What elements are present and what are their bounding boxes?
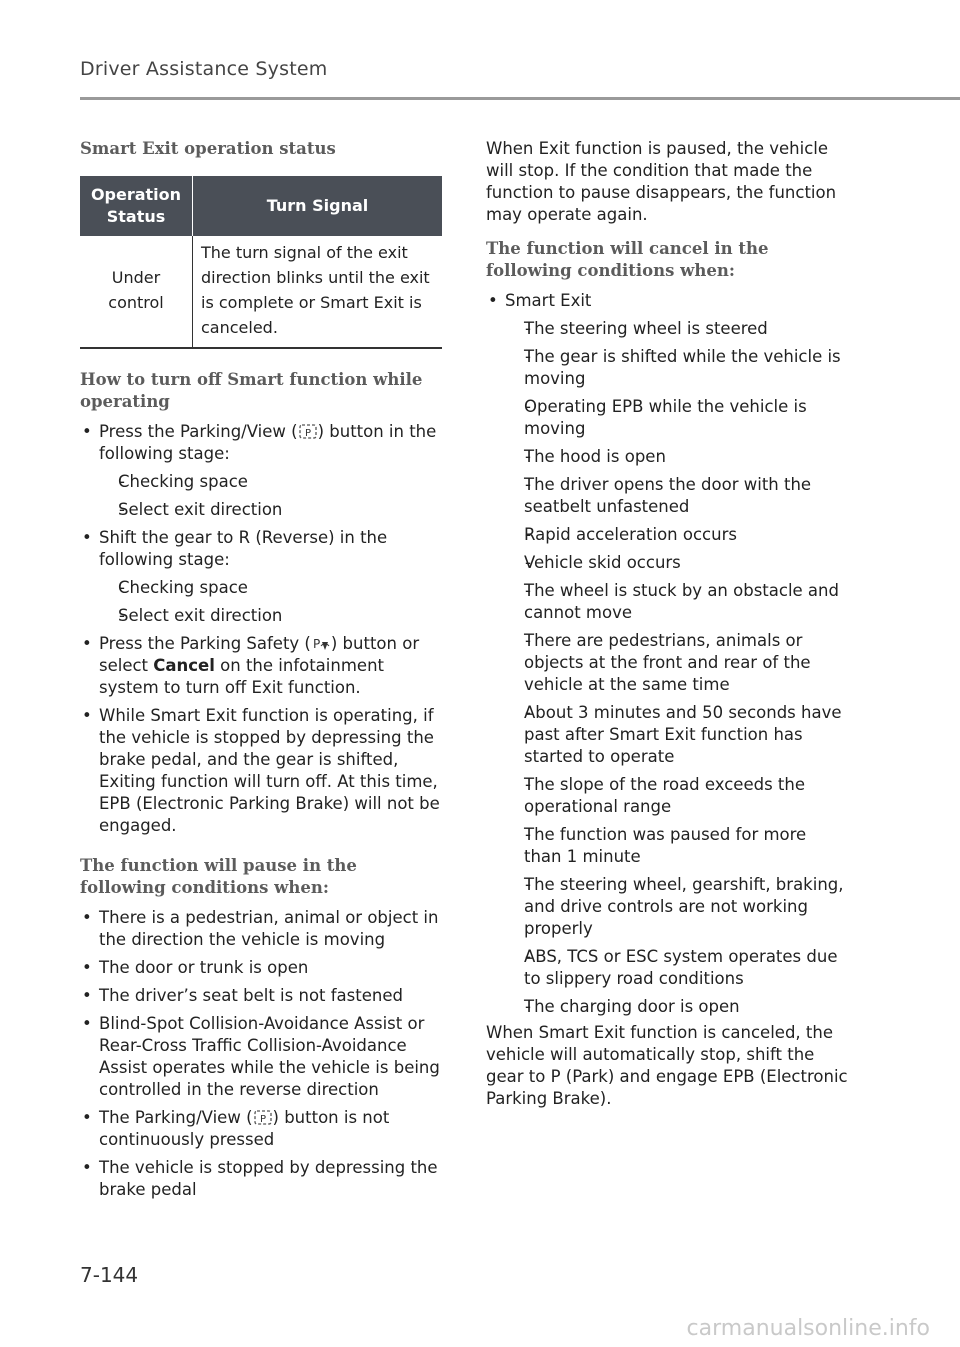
list-item-text: Press the Parking Safety ( — [99, 634, 311, 653]
sub-list — [99, 577, 442, 627]
list-item: • The vehicle is stopped by depressing the brake pedal — [80, 1157, 442, 1201]
list-item — [80, 1107, 442, 1151]
sub-list-item: - The hood is open — [505, 446, 848, 468]
sub-list-item: - Select exit direction — [99, 605, 442, 627]
pause-heading: The function will pause in the following conditions when: — [80, 856, 357, 897]
parking-safety-button-icon — [311, 635, 331, 652]
table-header-operation-status: Operation Status — [80, 176, 193, 236]
sub-list-item: - The steering wheel is steered — [505, 318, 848, 340]
sub-list-item: - The steering wheel, gearshift, braking, and drive controls are not working properly — [505, 874, 848, 940]
pause-list — [80, 907, 442, 1201]
list-item: • The door or trunk is open — [80, 957, 442, 979]
sub-list-item: - The wheel is stuck by an obstacle and cannot move — [505, 580, 848, 624]
sub-list — [99, 471, 442, 521]
svg-text:P: P — [259, 1114, 266, 1125]
list-item-text: on the infotainment system to turn off Exit function. — [99, 656, 384, 697]
list-item — [80, 527, 442, 627]
sub-list-item: - Rapid acceleration occurs — [505, 524, 848, 546]
cancel-label: Cancel — [153, 656, 215, 675]
sub-list-item: - About 3 minutes and 50 seconds have past after Smart Exit function has started to operate — [505, 702, 848, 768]
sub-list-item: - ABS, TCS or ESC system operates due to slippery road conditions — [505, 946, 848, 990]
table-row — [80, 236, 442, 348]
turnoff-heading: How to turn off Smart function while operating — [80, 370, 423, 411]
list-item-text: ) button in the following stage: — [99, 422, 437, 463]
list-item — [486, 290, 848, 1018]
sub-list-item: - Vehicle skid occurs — [505, 552, 848, 574]
parking-view-button-icon — [298, 423, 318, 440]
table-cell-status: Under control — [80, 236, 193, 348]
sub-list-item: - The charging door is open — [505, 996, 848, 1018]
turnoff-list — [80, 421, 442, 837]
svg-text:P: P — [312, 637, 321, 651]
canceled-paragraph: When Smart Exit function is canceled, the vehicle will automatically stop, shift the gear to P (Park) and engage EPB (Electronic Parking Brake). — [486, 1023, 848, 1108]
left-column — [80, 138, 442, 1207]
right-column — [486, 138, 848, 1110]
list-item — [80, 633, 442, 699]
sub-list-item: - Checking space — [99, 577, 442, 599]
cancel-heading: The function will cancel in the following conditions when: — [486, 239, 769, 280]
sub-list-item: - Operating EPB while the vehicle is moving — [505, 396, 848, 440]
operation-status-table — [80, 176, 442, 349]
sub-list-item: - The function was paused for more than 1 minute — [505, 824, 848, 868]
cancel-list — [486, 290, 848, 1018]
sub-list-item: - Checking space — [99, 471, 442, 493]
sub-list-item: - There are pedestrians, animals or objects at the front and rear of the vehicle at the same time — [505, 630, 848, 696]
page-number: 7-144 — [80, 1263, 139, 1287]
sub-list-item: - The driver opens the door with the seatbelt unfastened — [505, 474, 848, 518]
list-item-text: ) button or select — [99, 634, 420, 675]
list-item: • There is a pedestrian, animal or object in the direction the vehicle is moving — [80, 907, 442, 951]
watermark: carmanualsonline.info — [686, 1316, 930, 1341]
parking-view-button-icon — [253, 1109, 273, 1126]
sub-list-item: - The slope of the road exceeds the operational range — [505, 774, 848, 818]
list-item-text: ) button is not continuously pressed — [99, 1108, 390, 1149]
list-item — [80, 421, 442, 521]
header-divider — [80, 97, 960, 100]
list-item-text: Smart Exit — [505, 291, 592, 310]
sub-list-item: - The gear is shifted while the vehicle is moving — [505, 346, 848, 390]
sub-list — [505, 318, 848, 1018]
list-item-text: The Parking/View ( — [99, 1108, 253, 1127]
table-header-turn-signal: Turn Signal — [193, 176, 443, 236]
list-item: • The driver’s seat belt is not fastened — [80, 985, 442, 1007]
list-item: • While Smart Exit function is operating, if the vehicle is stopped by depressing the brake pedal, and the gear is shifted, Exiting function will turn off. At this time, EPB (Electronic Parking Brake) will not be engaged. — [80, 705, 442, 837]
list-item-text: Shift the gear to R (Reverse) in the following stage: — [99, 528, 388, 569]
svg-text:P: P — [304, 428, 311, 439]
list-item-text: Press the Parking/View ( — [99, 422, 298, 441]
sub-list-item: - Select exit direction — [99, 499, 442, 521]
list-item: • Blind-Spot Collision-Avoidance Assist or Rear-Cross Traffic Collision-Avoidance Assist operates while the vehicle is being controlled in the reverse direction — [80, 1013, 442, 1101]
section-title: Driver Assistance System — [80, 58, 328, 80]
status-heading: Smart Exit operation status — [80, 139, 336, 158]
paused-paragraph: When Exit function is paused, the vehicle will stop. If the condition that made the function to pause disappears, the function may operate again. — [486, 139, 837, 224]
table-cell-signal: The turn signal of the exit direction blinks until the exit is complete or Smart Exit is canceled. — [193, 236, 443, 348]
